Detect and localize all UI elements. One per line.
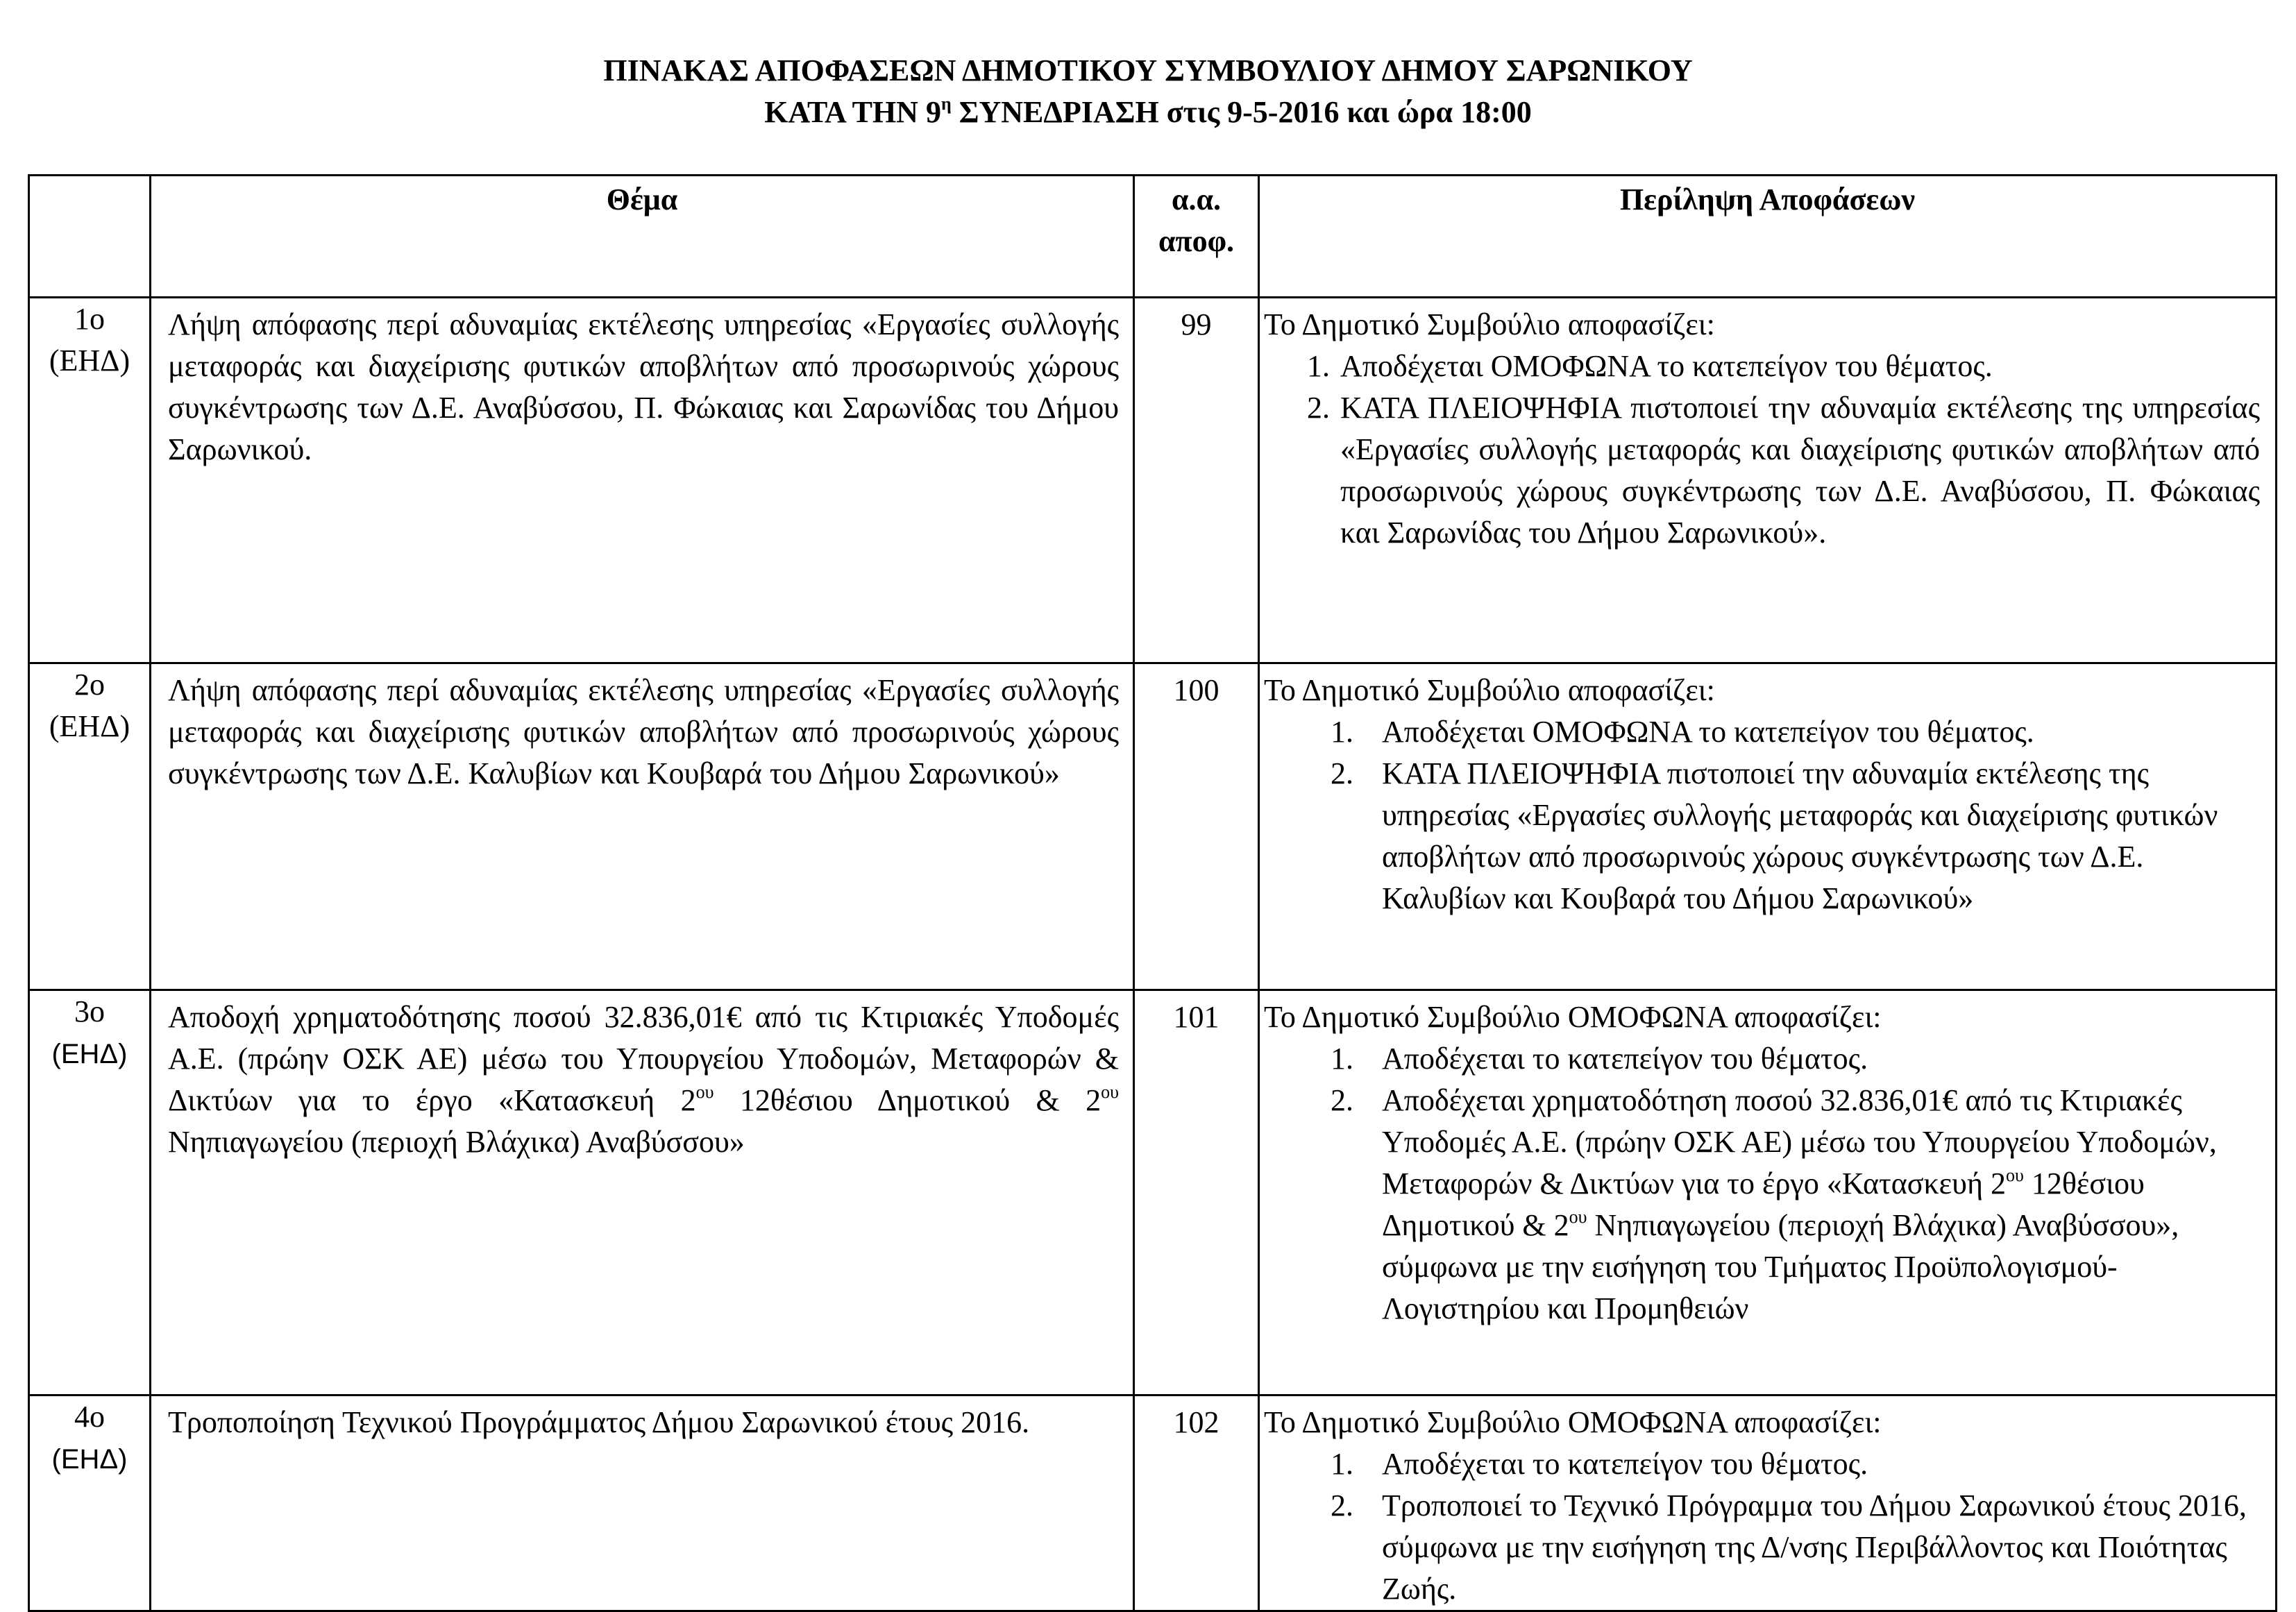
summary-ordinal-sup-1: ου xyxy=(2005,1165,2024,1185)
summary-item xyxy=(1264,1443,2260,1485)
summary-intro: Το Δημοτικό Συμβούλιο αποφασίζει: xyxy=(1264,673,1715,707)
topic-text-part-1: Αποδοχή χρηματοδότησης ποσού 32.836,01€ από τις Κτιριακές Υποδομές Α.Ε. (πρώην ΟΣΚ ΑΕ) μέσω του Υπουργείου Υποδομών, Μεταφορών & Δικτύων για το έργο «Κατασκευή 2 xyxy=(168,1000,1119,1117)
table-row xyxy=(29,1395,2277,1611)
header-decision-number xyxy=(1134,176,1259,298)
summary-item xyxy=(1264,753,2260,919)
decision-number-cell: 101 xyxy=(1134,990,1259,1395)
summary-cell xyxy=(1259,663,2277,990)
item-number: 4ο xyxy=(74,1400,105,1434)
heading-ordinal-sup: η xyxy=(940,94,952,114)
item-tag: (ΕΗΔ) xyxy=(49,343,130,377)
summary-item-text: Αποδέχεται το κατεπείγον του θέματος. xyxy=(1382,1447,1868,1481)
summary-item-marker: 1. xyxy=(1331,1447,1353,1481)
heading-line-1: ΠΙΝΑΚΑΣ ΑΠΟΦΑΣΕΩΝ ΔΗΜΟΤΙΚΟΥ ΣΥΜΒΟΥΛΙΟΥ ΔΗΜΟΥ ΣΑΡΩΝΙΚΟΥ xyxy=(603,53,1693,87)
summary-item-text-part-2: 12θέσιου Δημοτικού & 2 xyxy=(1382,1166,2145,1242)
decision-number-cell: 100 xyxy=(1134,663,1259,990)
item-number: 1ο xyxy=(74,302,105,336)
summary-list xyxy=(1264,711,2260,919)
header-summary: Περίληψη Αποφάσεων xyxy=(1259,176,2277,298)
topic-text-part-2: 12θέσιου Δημοτικού & 2 xyxy=(714,1083,1101,1117)
heading-line-2-suffix: ΣΥΝΕΔΡΙΑΣΗ στις 9-5-2016 και ώρα 18:00 xyxy=(951,95,1532,129)
header-number xyxy=(29,176,151,298)
summary-item-marker: 2. xyxy=(1307,391,1330,425)
summary-item xyxy=(1264,1038,2260,1080)
summary-item-text-part-1: Αποδέχεται χρηματοδότηση ποσού 32.836,01€ από τις Κτιριακές Υποδομές Α.Ε. (πρώην ΟΣΚ ΑΕ) μέσω του Υπουργείου Υποδομών, Μεταφορών & Δικτύων για το έργο «Κατασκευή 2 xyxy=(1382,1083,2217,1200)
summary-list xyxy=(1264,1038,2260,1330)
summary-item xyxy=(1264,711,2260,753)
summary-item-text: ΚΑΤΑ ΠΛΕΙΟΨΗΦΙΑ πιστοποιεί την αδυναμία εκτέλεσης της υπηρεσίας «Εργασίες συλλογής μεταφοράς και διαχείρισης φυτικών αποβλήτων από προσωρινούς χώρους συγκέντρωσης των Δ.Ε. Αναβύσσου, Π. Φώκαιας και Σαρωνίδας του Δήμου Σαρωνικού». xyxy=(1340,391,2260,550)
decisions-table xyxy=(28,174,2277,1612)
summary-item-marker: 1. xyxy=(1331,1042,1353,1076)
summary-list xyxy=(1264,1443,2260,1610)
summary-item-marker: 1. xyxy=(1331,715,1353,749)
summary-item xyxy=(1264,1080,2260,1330)
topic-ordinal-sup-1: ου xyxy=(695,1082,714,1102)
item-tag: (ΕΗΔ) xyxy=(49,709,130,743)
heading-line-2 xyxy=(0,92,2296,133)
header-decision-number-line-2: αποφ. xyxy=(1158,224,1235,258)
summary-item-marker: 2. xyxy=(1331,1488,1353,1522)
topic-text-part-3: Νηπιαγωγείου (περιοχή Βλάχικα) Αναβύσσου» xyxy=(168,1125,745,1159)
summary-item xyxy=(1264,346,2260,387)
summary-item-text: Τροποποιεί το Τεχνικό Πρόγραμμα του Δήμου Σαρωνικού έτους 2016, σύμφωνα με την εισήγηση της Δ/νσης Περιβάλλοντος και Ποιότητας Ζωής. xyxy=(1382,1488,2247,1606)
decision-number-cell: 99 xyxy=(1134,298,1259,663)
summary-intro: Το Δημοτικό Συμβούλιο ΟΜΟΦΩΝΑ αποφασίζει: xyxy=(1264,1000,1882,1034)
item-number: 3ο xyxy=(74,994,105,1028)
summary-item-marker: 2. xyxy=(1331,756,1353,790)
item-number: 2ο xyxy=(74,668,105,702)
heading-line-2-prefix: ΚΑΤΑ ΤΗΝ 9 xyxy=(764,95,941,129)
table-row xyxy=(29,298,2277,663)
summary-item-marker: 2. xyxy=(1331,1083,1353,1117)
item-tag: (ΕΗΔ) xyxy=(51,1444,128,1475)
topic-cell: Λήψη απόφασης περί αδυναμίας εκτέλεσης υπηρεσίας «Εργασίες συλλογής μεταφοράς και διαχείρισης φυτικών αποβλήτων από προσωρινούς χώρους συγκέντρωσης των Δ.Ε. Καλυβίων και Κουβαρά του Δήμου Σαρωνικού» xyxy=(151,663,1134,990)
item-tag: (ΕΗΔ) xyxy=(51,1039,128,1069)
summary-item-text: ΚΑΤΑ ΠΛΕΙΟΨΗΦΙΑ πιστοποιεί την αδυναμία εκτέλεσης της υπηρεσίας «Εργασίες συλλογής μεταφοράς και διαχείρισης φυτικών αποβλήτων από προσωρινούς χώρους συγκέντρωσης των Δ.Ε. Καλυβίων και Κουβαρά του Δήμου Σαρωνικού» xyxy=(1382,756,2218,915)
summary-cell xyxy=(1259,1395,2277,1611)
item-number-cell xyxy=(29,663,151,990)
item-number-cell xyxy=(29,1395,151,1611)
item-number-cell xyxy=(29,298,151,663)
summary-item-text: Αποδέχεται ΟΜΟΦΩΝΑ το κατεπείγον του θέματος. xyxy=(1340,349,1993,383)
summary-intro: Το Δημοτικό Συμβούλιο αποφασίζει: xyxy=(1264,307,1715,341)
table-header-row xyxy=(29,176,2277,298)
topic-cell xyxy=(151,990,1134,1395)
summary-intro: Το Δημοτικό Συμβούλιο ΟΜΟΦΩΝΑ αποφασίζει: xyxy=(1264,1405,1882,1439)
summary-item xyxy=(1264,387,2260,554)
decision-number-cell: 102 xyxy=(1134,1395,1259,1611)
summary-item xyxy=(1264,1485,2260,1610)
summary-item-text: Αποδέχεται ΟΜΟΦΩΝΑ το κατεπείγον του θέματος. xyxy=(1382,715,2034,749)
topic-ordinal-sup-2: ου xyxy=(1101,1082,1119,1102)
topic-cell: Τροποποίηση Τεχνικού Προγράμματος Δήμου Σαρωνικού έτους 2016. xyxy=(151,1395,1134,1611)
table-row xyxy=(29,990,2277,1395)
header-decision-number-line-1: α.α. xyxy=(1171,183,1222,217)
summary-item-marker: 1. xyxy=(1307,349,1330,383)
summary-cell xyxy=(1259,298,2277,663)
document-heading xyxy=(0,50,2296,133)
summary-item-text-part-3: Νηπιαγωγείου (περιοχή Βλάχικα) Αναβύσσου», σύμφωνα με την εισήγηση του Τμήματος Προϋπολογισμού- Λογιστηρίου και Προμηθειών xyxy=(1382,1208,2179,1325)
summary-ordinal-sup-2: ου xyxy=(1569,1207,1587,1227)
table-row xyxy=(29,663,2277,990)
summary-item-text: Αποδέχεται το κατεπείγον του θέματος. xyxy=(1382,1042,1868,1076)
topic-cell: Λήψη απόφασης περί αδυναμίας εκτέλεσης υπηρεσίας «Εργασίες συλλογής μεταφοράς και διαχείρισης φυτικών αποβλήτων από προσωρινούς χώρους συγκέντρωσης των Δ.Ε. Αναβύσσου, Π. Φώκαιας και Σαρωνίδας του Δήμου Σαρωνικού. xyxy=(151,298,1134,663)
summary-cell xyxy=(1259,990,2277,1395)
header-topic: Θέμα xyxy=(151,176,1134,298)
summary-list xyxy=(1264,346,2260,554)
item-number-cell xyxy=(29,990,151,1395)
